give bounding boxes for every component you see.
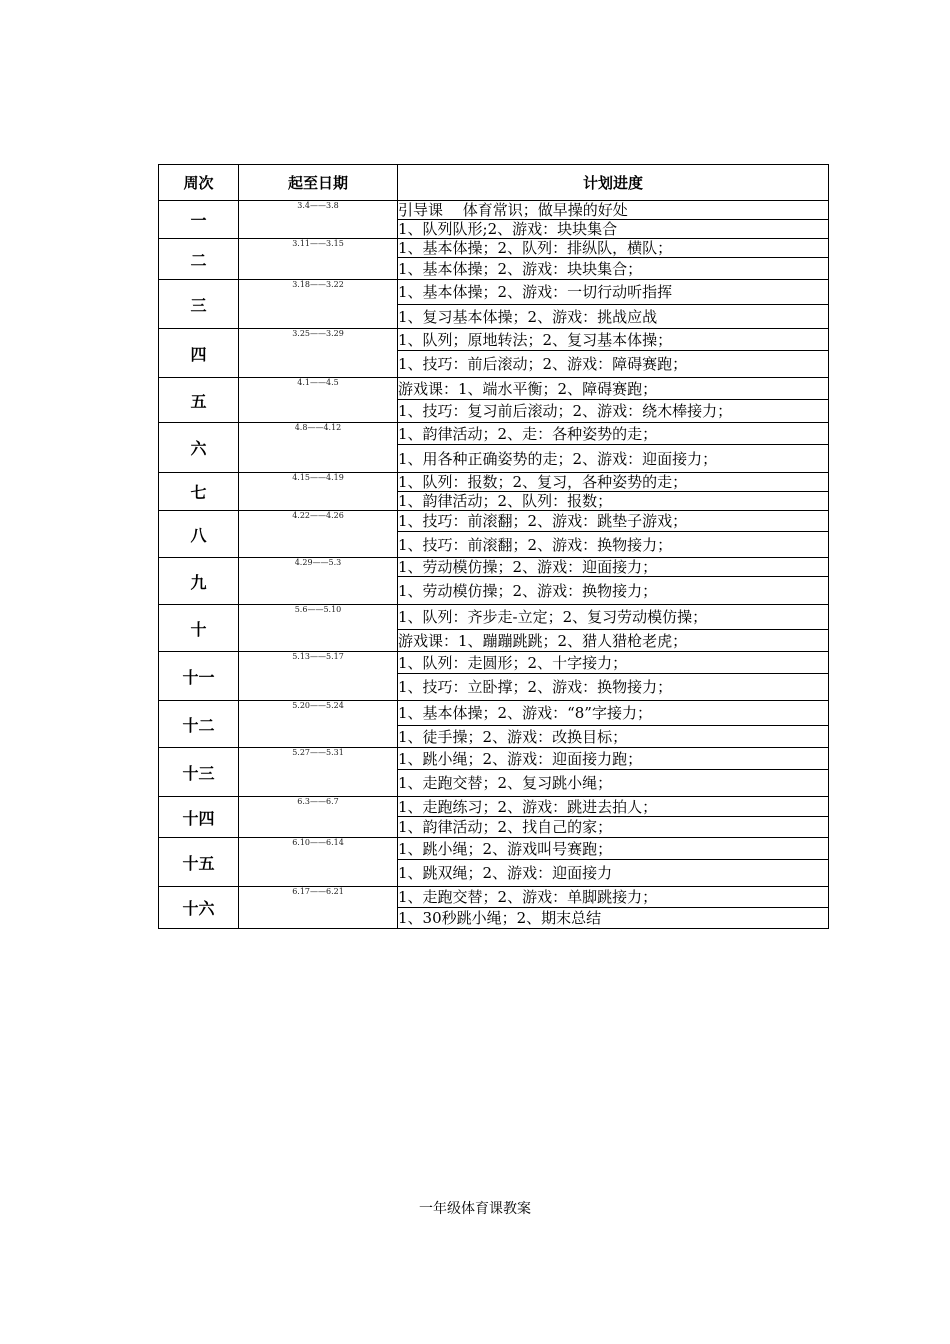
date-range-cell: 5.6——5.10 (239, 605, 398, 652)
week-cell: 四 (159, 329, 239, 378)
plan-item-cell: 1、跳双绳；2、游戏：迎面接力 (398, 860, 829, 887)
table-row (159, 280, 829, 305)
plan-item-cell: 1、劳动模仿操；2、游戏：换物接力； (398, 577, 829, 605)
plan-item-cell: 1、韵律活动；2、找自己的家； (398, 817, 829, 838)
table-row (159, 652, 829, 674)
plan-item-cell: 游戏课：1、蹦蹦跳跳；2、猎人猎枪老虎； (398, 630, 829, 652)
table-row (159, 558, 829, 577)
date-range-cell: 4.22——4.26 (239, 511, 398, 558)
date-range-cell: 3.18——3.22 (239, 280, 398, 329)
week-cell: 十一 (159, 652, 239, 701)
plan-item-cell: 1、基本体操；2、游戏：一切行动听指挥 (398, 280, 829, 305)
plan-item-cell: 1、队列；原地转法；2、复习基本体操； (398, 329, 829, 351)
plan-item-cell: 1、跳小绳；2、游戏：迎面接力跑； (398, 748, 829, 770)
table-row (159, 201, 829, 220)
table-row (159, 329, 829, 351)
week-cell: 六 (159, 423, 239, 473)
plan-item-cell: 1、走跑交替；2、游戏：单脚跳接力； (398, 887, 829, 908)
week-cell: 十五 (159, 838, 239, 887)
date-range-cell: 3.4——3.8 (239, 201, 398, 239)
table-row (159, 473, 829, 492)
date-range-cell: 6.17——6.21 (239, 887, 398, 929)
date-range-cell: 5.13——5.17 (239, 652, 398, 701)
table-row (159, 239, 829, 258)
week-cell: 十三 (159, 748, 239, 797)
plan-item-cell: 1、跳小绳；2、游戏叫号赛跑； (398, 838, 829, 860)
plan-item-cell: 1、基本体操；2、游戏：块块集合； (398, 258, 829, 280)
date-range-cell: 4.15——4.19 (239, 473, 398, 511)
plan-item-cell: 1、技巧：复习前后滚动；2、游戏：绕木棒接力； (398, 400, 829, 423)
table-row (159, 887, 829, 908)
plan-item-cell: 1、劳动模仿操；2、游戏：迎面接力； (398, 558, 829, 577)
plan-item-cell: 引导课 体育常识；做早操的好处 (398, 201, 829, 220)
header-row (159, 165, 829, 201)
plan-item-cell: 1、复习基本体操；2、游戏：挑战应战 (398, 305, 829, 329)
plan-item-cell: 1、队列：报数；2、复习，各种姿势的走； (398, 473, 829, 492)
page-footer: 一年级体育课教案 (419, 1201, 531, 1217)
plan-item-cell: 游戏课：1、端水平衡；2、障碍赛跑； (398, 378, 829, 400)
date-range-cell: 5.27——5.31 (239, 748, 398, 797)
week-cell: 八 (159, 511, 239, 558)
plan-sheet (158, 164, 828, 929)
header-plan: 计划进度 (398, 165, 829, 201)
table-row (159, 748, 829, 770)
date-range-cell: 4.8——4.12 (239, 423, 398, 473)
week-cell: 十六 (159, 887, 239, 929)
table-row (159, 701, 829, 726)
plan-item-cell: 1、技巧：前后滚动；2、游戏：障碍赛跑； (398, 351, 829, 378)
plan-item-cell: 1、用各种正确姿势的走；2、游戏：迎面接力； (398, 445, 829, 473)
plan-item-cell: 1、走跑练习；2、游戏：跳进去拍人； (398, 797, 829, 817)
plan-item-cell: 1、技巧：立卧撑；2、游戏：换物接力； (398, 674, 829, 701)
plan-item-cell: 1、技巧：前滚翻；2、游戏：跳垫子游戏； (398, 511, 829, 532)
table-row (159, 838, 829, 860)
date-range-cell: 5.20——5.24 (239, 701, 398, 748)
date-range-cell: 3.25——3.29 (239, 329, 398, 378)
plan-item-cell: 1、30秒跳小绳；2、期末总结 (398, 908, 829, 929)
date-range-cell: 4.29——5.3 (239, 558, 398, 605)
week-cell: 十 (159, 605, 239, 652)
plan-item-cell: 1、韵律活动；2、队列：报数； (398, 492, 829, 511)
table-row (159, 797, 829, 817)
plan-item-cell: 1、队列：齐步走-立定；2、复习劳动模仿操； (398, 605, 829, 630)
plan-table (158, 164, 829, 929)
plan-item-cell: 1、队列队形;2、游戏：块块集合 (398, 220, 829, 239)
week-cell: 五 (159, 378, 239, 423)
date-range-cell: 3.11——3.15 (239, 239, 398, 280)
week-cell: 十二 (159, 701, 239, 748)
plan-item-cell: 1、技巧：前滚翻；2、游戏：换物接力； (398, 532, 829, 558)
week-cell: 七 (159, 473, 239, 511)
week-cell: 二 (159, 239, 239, 280)
header-dates: 起至日期 (239, 165, 398, 201)
week-cell: 十四 (159, 797, 239, 838)
date-range-cell: 4.1——4.5 (239, 378, 398, 423)
plan-item-cell: 1、队列：走圆形；2、十字接力； (398, 652, 829, 674)
week-cell: 一 (159, 201, 239, 239)
plan-item-cell: 1、韵律活动；2、走：各种姿势的走； (398, 423, 829, 445)
table-row (159, 605, 829, 630)
table-row (159, 511, 829, 532)
week-cell: 三 (159, 280, 239, 329)
header-week: 周次 (159, 165, 239, 201)
plan-body (159, 201, 829, 929)
plan-item-cell: 1、基本体操；2、游戏：“8”字接力； (398, 701, 829, 726)
plan-item-cell: 1、基本体操；2、队列：排纵队，横队； (398, 239, 829, 258)
date-range-cell: 6.3——6.7 (239, 797, 398, 838)
week-cell: 九 (159, 558, 239, 605)
date-range-cell: 6.10——6.14 (239, 838, 398, 887)
table-row (159, 378, 829, 400)
plan-item-cell: 1、走跑交替；2、复习跳小绳； (398, 770, 829, 797)
table-row (159, 423, 829, 445)
plan-item-cell: 1、徒手操；2、游戏：改换目标； (398, 726, 829, 748)
